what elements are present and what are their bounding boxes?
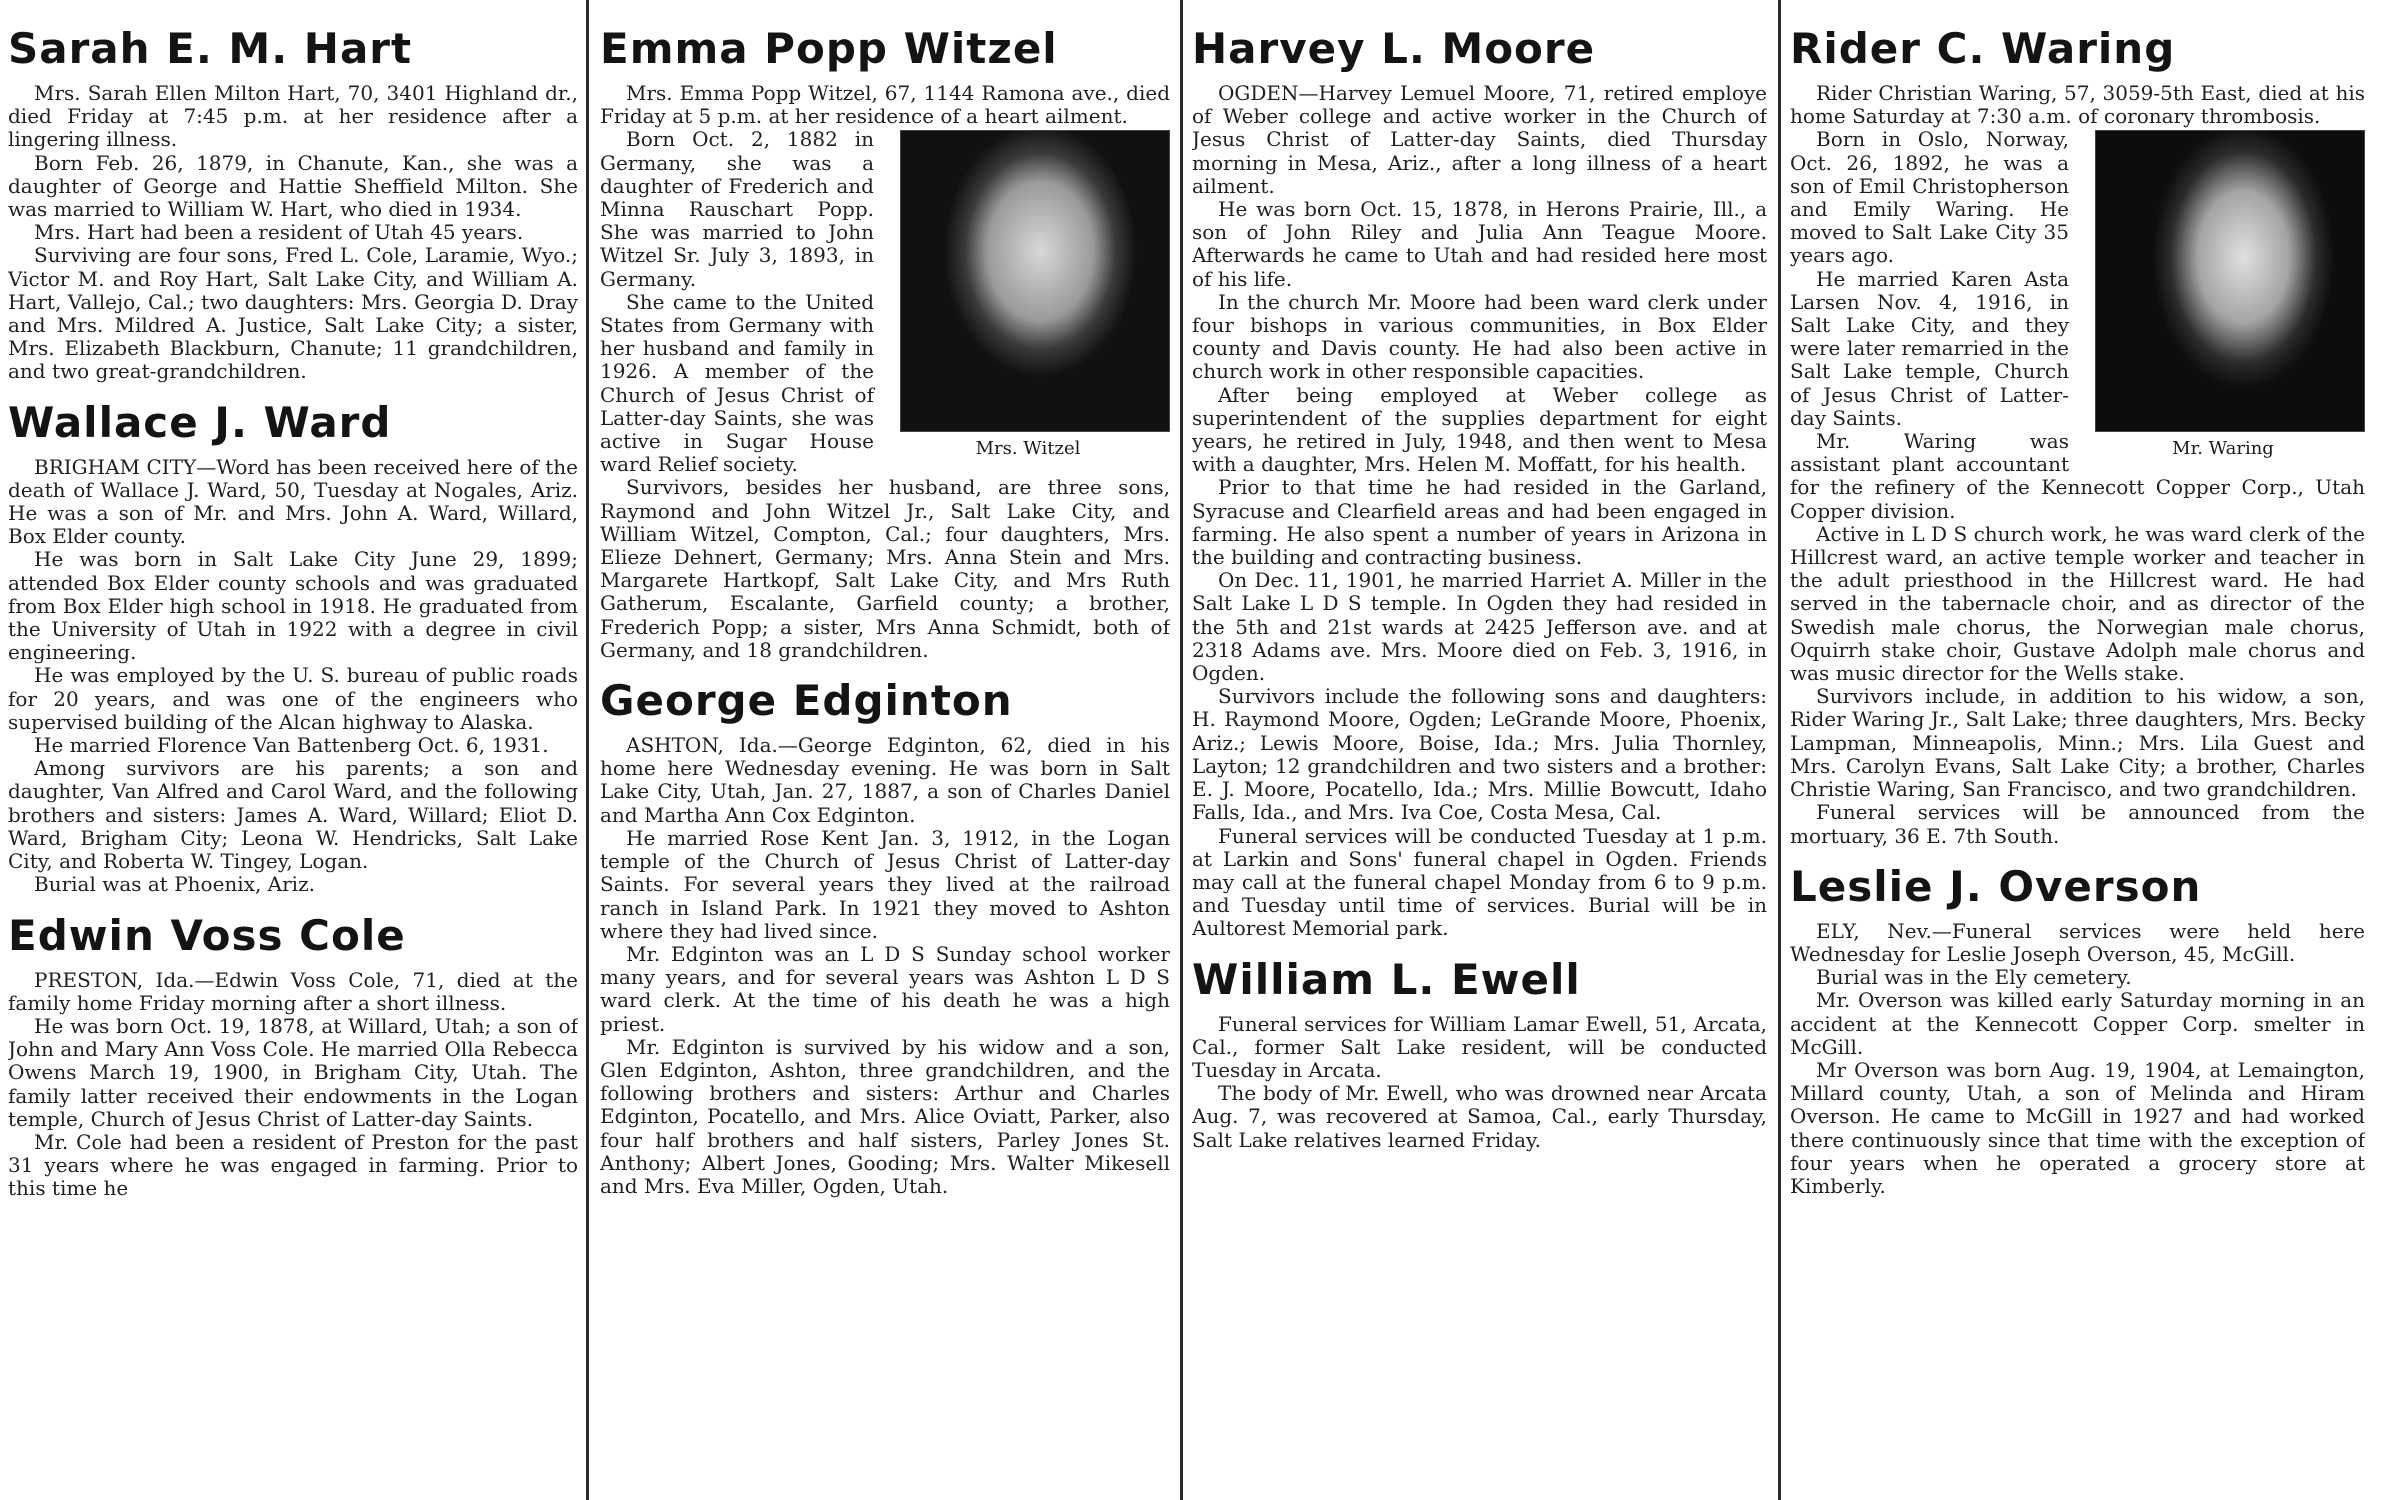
obituary-headline: Rider C. Waring bbox=[1790, 28, 2176, 73]
obituary-headline: Harvey L. Moore bbox=[1192, 28, 1596, 73]
column-rule bbox=[586, 0, 589, 1500]
obituary-paragraph: Mr Overson was born Aug. 19, 1904, at Lemaington, Millard county, Utah, a son of Melinda and Hiram Overson. He came to McGill in 1927 and had worked there continuously since that time with the exception of four years when he operated a grocery store at Kimberly. bbox=[1790, 1057, 2365, 1198]
obituary-paragraph: Born Oct. 2, 1882 in Germany, she was a daughter of Frederich and Minna Rauschart Popp. She was married to John Witzel Sr. July 3, 1893, in Germany. bbox=[600, 127, 874, 291]
obituary-paragraph: Among survivors are his parents; a son and daughter, Van Alfred and Carol Ward, and the following brothers and sisters: James A. Ward, Willard; Eliot D. Ward, Brigham City; Leona W. Hendricks, Salt Lake City, and Roberta W. Tingey, Logan. bbox=[8, 756, 578, 874]
obituary-paragraph: Survivors include the following sons and daughters: H. Raymond Moore, Ogden; LeGrande Moore, Phoenix, Ariz.; Lewis Moore, Boise, Ida.; Mrs. Julia Thornley, Layton; 12 grandchildren and two sisters and a brother: E. J. Moore, Pocatello, Ida.; Mrs. Millie Bowcutt, Idaho Falls, Ida., and Mrs. Iva Coe, Costa Mesa, Cal. bbox=[1192, 684, 1767, 825]
obituary-moore bbox=[1192, 28, 1767, 941]
obituary-paragraph: Survivors, besides her husband, are three sons, Raymond and John Witzel Jr., Salt Lake City, and William Witzel, Compton, Cal.; four daughters, Mrs. Elieze Dehnert, Germany; Mrs. Anna Stein and Mrs. Margarete Hartkopf, Salt Lake City, and Mrs Ruth Gatherum, Escalante, Garfield county; a brother, Frederich Popp; a sister, Mrs Anna Schmidt, both of Germany, and 18 grandchildren. bbox=[600, 475, 1170, 662]
obituary-paragraph: Born Feb. 26, 1879, in Chanute, Kan., she was a daughter of George and Hattie Sheffield Milton. She was married to William W. Hart, who died in 1934. bbox=[8, 150, 578, 222]
obituary-paragraph: Mr. Cole had been a resident of Preston for the past 31 years where he was engaged in farming. Prior to this time he bbox=[8, 1129, 578, 1201]
obituary-paragraph: PRESTON, Ida.—Edwin Voss Cole, 71, died at the family home Friday morning after a short illness. bbox=[8, 967, 578, 1015]
obituary-paragraph: He was employed by the U. S. bureau of public roads for 20 years, and was one of the engineers who supervised building of the Alcan highway to Alaska. bbox=[8, 663, 578, 734]
obituary-paragraph: Burial was in the Ely cemetery. bbox=[1816, 965, 2132, 990]
obituary-paragraph: ELY, Nev.—Funeral services were held here Wednesday for Leslie Joseph Overson, 45, McGill. bbox=[1790, 918, 2365, 966]
obituary-paragraph: Survivors include, in addition to his widow, a son, Rider Waring Jr., Salt Lake; three daughters, Mrs. Becky Lampman, Minneapolis, Minn.; Mrs. Lila Guest and Mrs. Carolyn Evans, Salt Lake City; a brother, Charles Christie Waring, San Francisco, and two grandchildren. bbox=[1790, 684, 2365, 802]
obituary-paragraph: Burial was at Phoenix, Ariz. bbox=[34, 872, 315, 897]
obituary-paragraph: He married Rose Kent Jan. 3, 1912, in the Logan temple of the Church of Jesus Christ of Latter-day Saints. For several years they lived at the railroad ranch in Island Park. In 1921 they moved to Ashton where they had lived since. bbox=[600, 825, 1170, 943]
obituary-paragraph: After being employed at Weber college as superintendent of the supplies department for eight years, he retired in July, 1948, and then went to Mesa with a daughter, Mrs. Helen M. Moffatt, for his health. bbox=[1192, 382, 1767, 477]
obituary-waring bbox=[1790, 28, 2365, 848]
obituary-paragraph: The body of Mr. Ewell, who was drowned near Arcata Aug. 7, was recovered at Samoa, Cal., early Thursday, Salt Lake relatives learned Friday. bbox=[1192, 1081, 1767, 1152]
obituary-paragraph: Mr. Edginton is survived by his widow and a son, Glen Edginton, Ashton, three grandchildren, and the following brothers and sisters: Arthur and Charles Edginton, Pocatello, and Mrs. Alice Oviatt, Parker, also four half brothers and half sisters, Parley Jones St. Anthony; Albert Jones, Gooding; Mrs. Walter Mikesell and Mrs. Eva Miller, Ogden, Utah. bbox=[600, 1034, 1170, 1198]
portrait-photo bbox=[2095, 130, 2365, 432]
obituary-ewell bbox=[1192, 954, 1767, 1152]
obituary-headline: George Edginton bbox=[600, 676, 1013, 726]
obituary-headline: Emma Popp Witzel bbox=[600, 28, 1058, 73]
obituary-headline: Edwin Voss Cole bbox=[8, 910, 406, 960]
obituary-paragraph: He married Karen Asta Larsen Nov. 4, 1916, in Salt Lake City, and they were later remarried in the Salt Lake temple, Church of Jesus Christ of Latter-day Saints. bbox=[1790, 266, 2069, 430]
obituary-paragraph: OGDEN—Harvey Lemuel Moore, 71, retired employe of Weber college and active worker in the Church of Jesus Christ of Latter-day Saints, died Thursday morning in Mesa, Ariz., after a long illness of a heart ailment. bbox=[1192, 81, 1767, 198]
obituary-paragraph: Mr. Overson was killed early Saturday morning in an accident at the Kennecott Copper Corp. smelter in McGill. bbox=[1790, 988, 2365, 1059]
obituary-headline: Wallace J. Ward bbox=[8, 397, 392, 447]
obituary-paragraph: BRIGHAM CITY—Word has been received here of the death of Wallace J. Ward, 50, Tuesday at Nogales, Ariz. He was a son of Mr. and Mrs. John A. Ward, Willard, Box Elder county. bbox=[8, 454, 578, 549]
obituary-paragraph: Mr. Edginton was an L D S Sunday school worker many years, and for several years was Ashton L D S ward clerk. At the time of his death he was a high priest. bbox=[600, 941, 1170, 1036]
obituary-paragraph: Mrs. Sarah Ellen Milton Hart, 70, 3401 Highland dr., died Friday at 7:45 p.m. at her residence after a lingering illness. bbox=[8, 81, 578, 152]
obituary-paragraph: Mrs. Emma Popp Witzel, 67, 1144 Ramona ave., died Friday at 5 p.m. at her residence of a heart ailment. bbox=[600, 81, 1170, 129]
obituary-paragraph: Surviving are four sons, Fred L. Cole, Laramie, Wyo.; Victor M. and Roy Hart, Salt Lake City, and William A. Hart, Vallejo, Cal.; two daughters: Mrs. Georgia D. Dray and Mrs. Mildred A. Justice, Salt Lake City; a sister, Mrs. Elizabeth Blackburn, Chanute; 11 grandchildren, and two great-grandchildren. bbox=[8, 243, 578, 384]
obituary-paragraph: Mrs. Hart had been a resident of Utah 45 years. bbox=[34, 220, 524, 245]
obituary-paragraph: He was born in Salt Lake City June 29, 1899; attended Box Elder county schools and was graduated from Box Elder high school in 1918. He graduated from the University of Utah in 1922 with a degree in civil engineering. bbox=[8, 547, 578, 665]
obituary-overson bbox=[1790, 861, 2365, 1198]
obituary-paragraph: Active in L D S church work, he was ward clerk of the Hillcrest ward, an active temple worker and teacher in the adult priesthood in the Hillcrest ward. He had served in the tabernacle choir, and as director of the Swedish male chorus, the Norwegian male chorus, Oquirrh stake choir, Gustave Adolph male chorus and was music director for the Wells stake. bbox=[1790, 521, 2365, 686]
obituary-paragraph: Born in Oslo, Norway, Oct. 26, 1892, he was a son of Emil Christopherson and Emily Waring. He moved to Salt Lake City 35 years ago. bbox=[1790, 127, 2069, 268]
obituary-paragraph: Funeral services will be conducted Tuesday at 1 p.m. at Larkin and Sons' funeral chapel in Ogden. Friends may call at the funeral chapel Monday from 6 to 9 p.m. and Tuesday until time of services. Burial will be in Aultorest Memorial park. bbox=[1192, 823, 1767, 941]
obituary-headline: Sarah E. M. Hart bbox=[8, 28, 413, 73]
column-rule bbox=[1180, 0, 1183, 1500]
photo-caption: Mrs. Witzel bbox=[975, 438, 1081, 460]
obituary-paragraph: Rider Christian Waring, 57, 3059-5th East, died at his home Saturday at 7:30 a.m. of coronary thrombosis. bbox=[1790, 81, 2365, 129]
obituary-ward bbox=[8, 397, 578, 897]
obituary-paragraph: He was born Oct. 15, 1878, in Herons Prairie, Ill., a son of John Riley and Julia Ann Teague Moore. Afterwards he came to Utah and had resided here most of his life. bbox=[1192, 197, 1767, 291]
portrait-photo-box bbox=[2081, 128, 2365, 459]
obituary-headline: William L. Ewell bbox=[1192, 954, 1581, 1004]
column-4 bbox=[1790, 28, 2365, 1500]
obituary-paragraph: In the church Mr. Moore had been ward clerk under four bishops in various communities, in Box Elder county and Davis county. He had also been active in church work in other responsible capacities. bbox=[1192, 289, 1767, 384]
obituary-paragraph: She came to the United States from Germany with her husband and family in 1926. A member of the Church of Jesus Christ of Latter-day Saints, she was active in Sugar House ward Relief society. bbox=[600, 289, 874, 477]
obituary-paragraph: Mr. Waring was assistant plant accountant for the refinery of the Kennecott Copper Corp., Utah Copper division. bbox=[1790, 429, 2365, 523]
column-2 bbox=[600, 28, 1170, 1500]
obituary-hart bbox=[8, 28, 578, 384]
obituary-paragraph: ASHTON, Ida.—George Edginton, 62, died in his home here Wednesday evening. He was born in Salt Lake City, Utah, Jan. 27, 1887, a son of Charles Daniel and Martha Ann Cox Edginton. bbox=[600, 733, 1170, 827]
portrait-photo bbox=[900, 130, 1170, 432]
portrait-photo-box bbox=[886, 128, 1170, 459]
obituary-paragraph: Prior to that time he had resided in the Garland, Syracuse and Clearfield areas and had been engaged in farming. He also spent a number of years in Arizona in the building and contracting business. bbox=[1192, 475, 1767, 570]
column-rule bbox=[1778, 0, 1781, 1500]
obituary-paragraph: Funeral services for William Lamar Ewell, 51, Arcata, Cal., former Salt Lake resident, will be conducted Tuesday in Arcata. bbox=[1192, 1011, 1767, 1082]
column-3 bbox=[1192, 28, 1767, 1500]
obituary-paragraph: On Dec. 11, 1901, he married Harriet A. Miller in the Salt Lake L D S temple. In Ogden they had resided in the 5th and 21st wards at 2425 Jefferson ave. and at 2318 Adams ave. Mrs. Moore died on Feb. 3, 1916, in Ogden. bbox=[1192, 568, 1767, 686]
obituary-headline: Leslie J. Overson bbox=[1790, 861, 2202, 911]
obituary-edginton bbox=[600, 676, 1170, 1198]
column-1 bbox=[8, 28, 578, 1500]
obituary-paragraph: He was born Oct. 19, 1878, at Willard, Utah; a son of John and Mary Ann Voss Cole. He married Olla Rebecca Owens March 19, 1900, in Brigham City, Utah. The family latter received their endowments in the Logan temple, Church of Jesus Christ of Latter-day Saints. bbox=[8, 1013, 578, 1131]
obituary-paragraph: Funeral services will be announced from the mortuary, 36 E. 7th South. bbox=[1790, 800, 2365, 848]
obituary-paragraph: He married Florence Van Battenberg Oct. 6, 1931. bbox=[34, 733, 549, 758]
obituary-cole bbox=[8, 910, 578, 1201]
obituary-witzel bbox=[600, 28, 1170, 662]
photo-caption: Mr. Waring bbox=[2172, 438, 2274, 460]
